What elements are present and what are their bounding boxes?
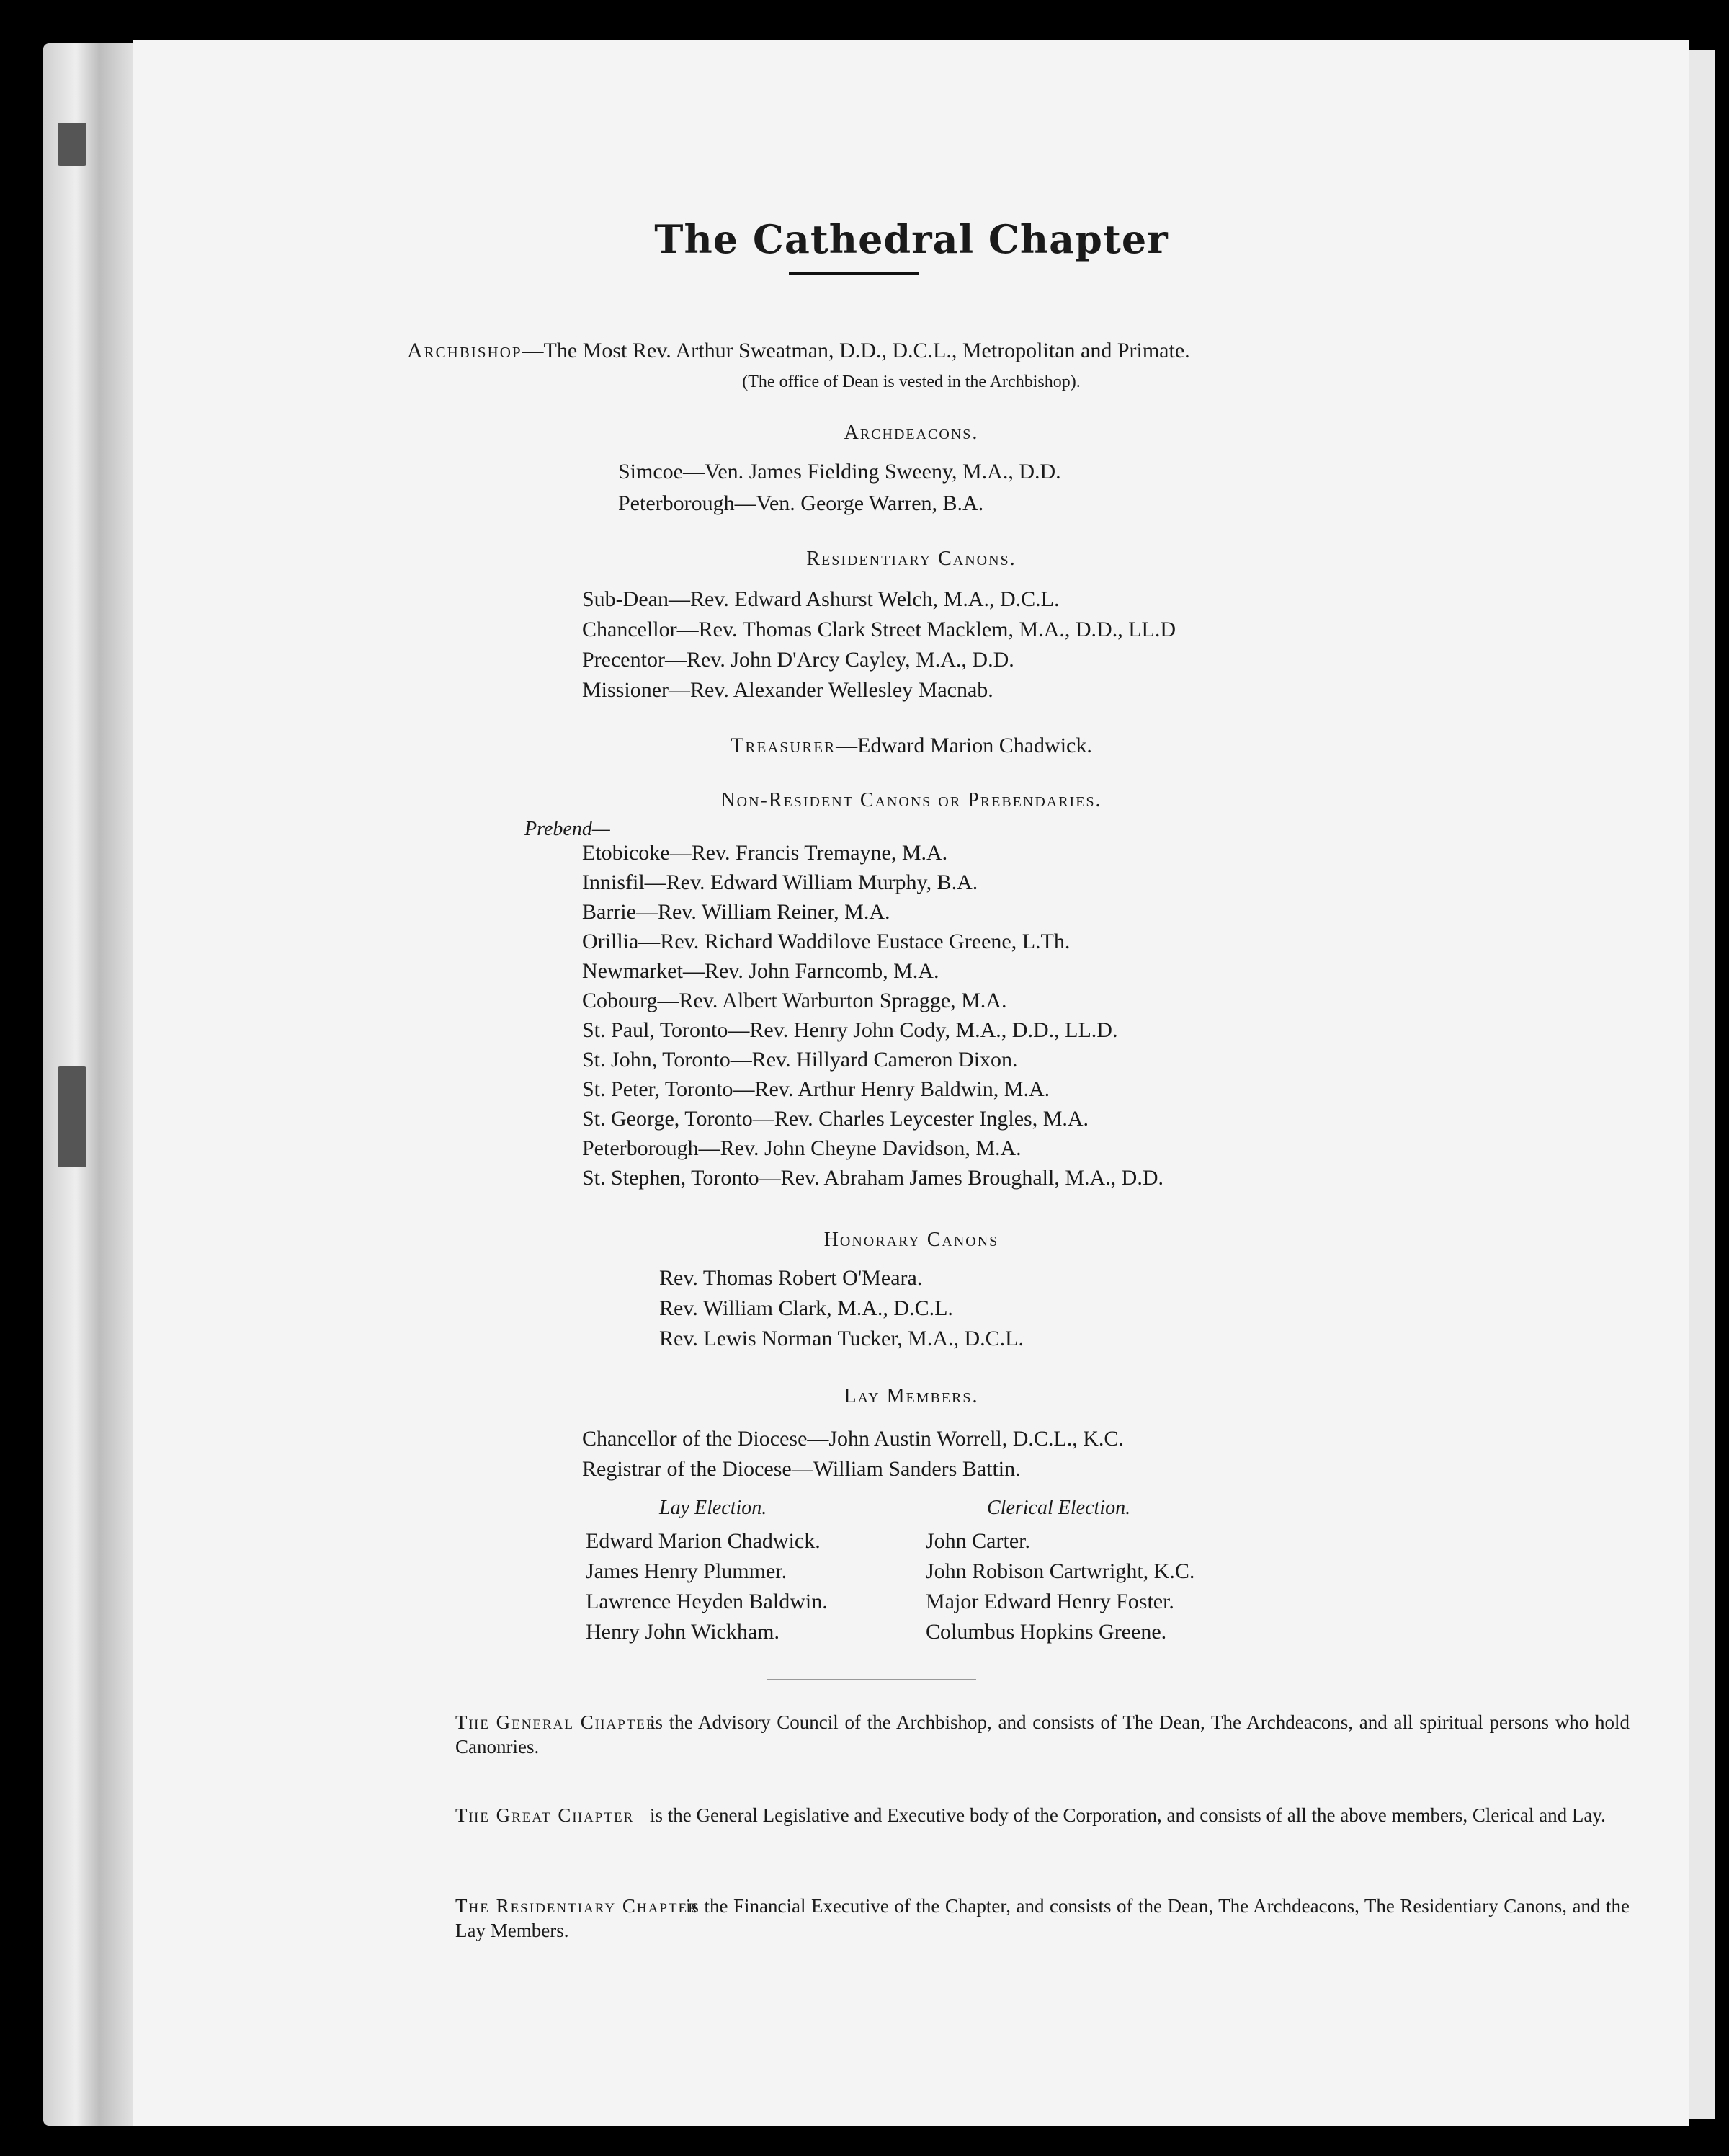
prebendary-item: Etobicoke—Rev. Francis Tremayne, M.A.: [582, 841, 948, 865]
lay-election-item: Henry John Wickham.: [586, 1620, 780, 1644]
lay-item: Chancellor of the Diocese—John Austin Worrell, D.C.L., K.C.: [582, 1427, 1124, 1451]
book-binding: [43, 43, 137, 2126]
definition-general-chapter: [455, 1710, 1630, 1789]
prebend-label: Prebend—: [524, 818, 610, 840]
residentiary-item: Precentor—Rev. John D'Arcy Cayley, M.A., D.D.: [582, 648, 1014, 672]
definition-text: is the General Legislative and Executive body of the Corporation, and consists of all the above members, Clerical and Lay.: [650, 1804, 1606, 1826]
prebendary-item: St. George, Toronto—Rev. Charles Leycester Ingles, M.A.: [582, 1107, 1089, 1131]
prebendary-item: Newmarket—Rev. John Farncomb, M.A.: [582, 959, 939, 983]
definition-text: is the Financial Executive of the Chapter, and consists of the Dean, The Archdeacons, The Residentiary Canons, and the Lay Members.: [455, 1895, 1630, 1941]
prebendary-item: Orillia—Rev. Richard Waddilove Eustace Greene, L.Th.: [582, 930, 1071, 953]
prebendary-item: St. John, Toronto—Rev. Hillyard Cameron Dixon.: [582, 1048, 1018, 1072]
page-title: The Cathedral Chapter: [654, 216, 1169, 262]
non-resident-heading: Non-Resident Canons or Prebendaries.: [720, 789, 1102, 811]
clerical-election-item: John Carter.: [926, 1529, 1030, 1553]
archbishop-line: [407, 339, 1190, 363]
clerical-election-item: Columbus Hopkins Greene.: [926, 1620, 1167, 1644]
residentiary-item: Sub-Dean—Rev. Edward Ashurst Welch, M.A., D.C.L.: [582, 587, 1060, 611]
document-page: [133, 40, 1689, 2126]
archdeacon-item: Simcoe—Ven. James Fielding Sweeny, M.A., D.D.: [618, 460, 1061, 484]
honorary-item: Rev. William Clark, M.A., D.C.L.: [659, 1296, 953, 1320]
treasurer-text: —Edward Marion Chadwick.: [836, 734, 1092, 757]
honorary-heading: Honorary Canons: [823, 1229, 999, 1251]
treasurer-line: [133, 734, 1689, 758]
residentiary-heading: Residentiary Canons.: [806, 548, 1017, 570]
archdeacons-heading: Archdeacons.: [844, 422, 979, 444]
lay-election-item: Lawrence Heyden Baldwin.: [586, 1590, 828, 1613]
prebendary-item: St. Peter, Toronto—Rev. Arthur Henry Baldwin, M.A.: [582, 1077, 1050, 1101]
lay-heading: Lay Members.: [844, 1385, 979, 1407]
binding-clip: [58, 122, 86, 166]
clerical-election-item: Major Edward Henry Foster.: [926, 1590, 1174, 1613]
binding-clip: [58, 1066, 86, 1167]
prebendary-item: Innisfil—Rev. Edward William Murphy, B.A.: [582, 870, 978, 894]
definition-lead: The Great Chapter: [455, 1804, 635, 1826]
honorary-item: Rev. Thomas Robert O'Meara.: [659, 1266, 923, 1290]
definition-great-chapter: [455, 1803, 1630, 1882]
lay-election-heading: Lay Election.: [659, 1497, 767, 1519]
lay-election-item: James Henry Plummer.: [586, 1559, 787, 1583]
prebendary-item: Barrie—Rev. William Reiner, M.A.: [582, 900, 890, 924]
residentiary-item: Chancellor—Rev. Thomas Clark Street Macklem, M.A., D.D., LL.D: [582, 618, 1176, 641]
honorary-item: Rev. Lewis Norman Tucker, M.A., D.C.L.: [659, 1327, 1024, 1350]
definition-lead: The Residentiary Chapter: [455, 1895, 699, 1917]
archbishop-text: —The Most Rev. Arthur Sweatman, D.D., D.C.L., Metropolitan and Primate.: [522, 339, 1190, 362]
definition-text: is the Advisory Council of the Archbishop, and consists of The Dean, The Archdeacons, and all spiritual persons who hold Canonries.: [455, 1711, 1630, 1758]
prebendary-item: Peterborough—Rev. John Cheyne Davidson, M.A.: [582, 1136, 1022, 1160]
definition-residentiary-chapter: [455, 1894, 1630, 1973]
clerical-election-item: John Robison Cartwright, K.C.: [926, 1559, 1195, 1583]
prebendary-item: St. Paul, Toronto—Rev. Henry John Cody, M.A., D.D., LL.D.: [582, 1018, 1118, 1042]
lay-election-item: Edward Marion Chadwick.: [586, 1529, 821, 1553]
archbishop-note: (The office of Dean is vested in the Archbishop).: [742, 373, 1081, 391]
archdeacon-item: Peterborough—Ven. George Warren, B.A.: [618, 491, 984, 515]
section-divider: [767, 1679, 976, 1680]
clerical-election-heading: Clerical Election.: [987, 1497, 1131, 1519]
archbishop-label: Archbishop: [407, 339, 522, 362]
definition-lead: The General Chapter: [455, 1711, 657, 1733]
lay-item: Registrar of the Diocese—William Sanders Battin.: [582, 1457, 1021, 1481]
residentiary-item: Missioner—Rev. Alexander Wellesley Macnab.: [582, 678, 993, 702]
prebendary-item: Cobourg—Rev. Albert Warburton Spragge, M.A.: [582, 989, 1007, 1012]
treasurer-label: Treasurer: [731, 734, 836, 757]
prebendary-item: St. Stephen, Toronto—Rev. Abraham James Broughall, M.A., D.D.: [582, 1166, 1163, 1190]
title-rule: [789, 272, 919, 275]
